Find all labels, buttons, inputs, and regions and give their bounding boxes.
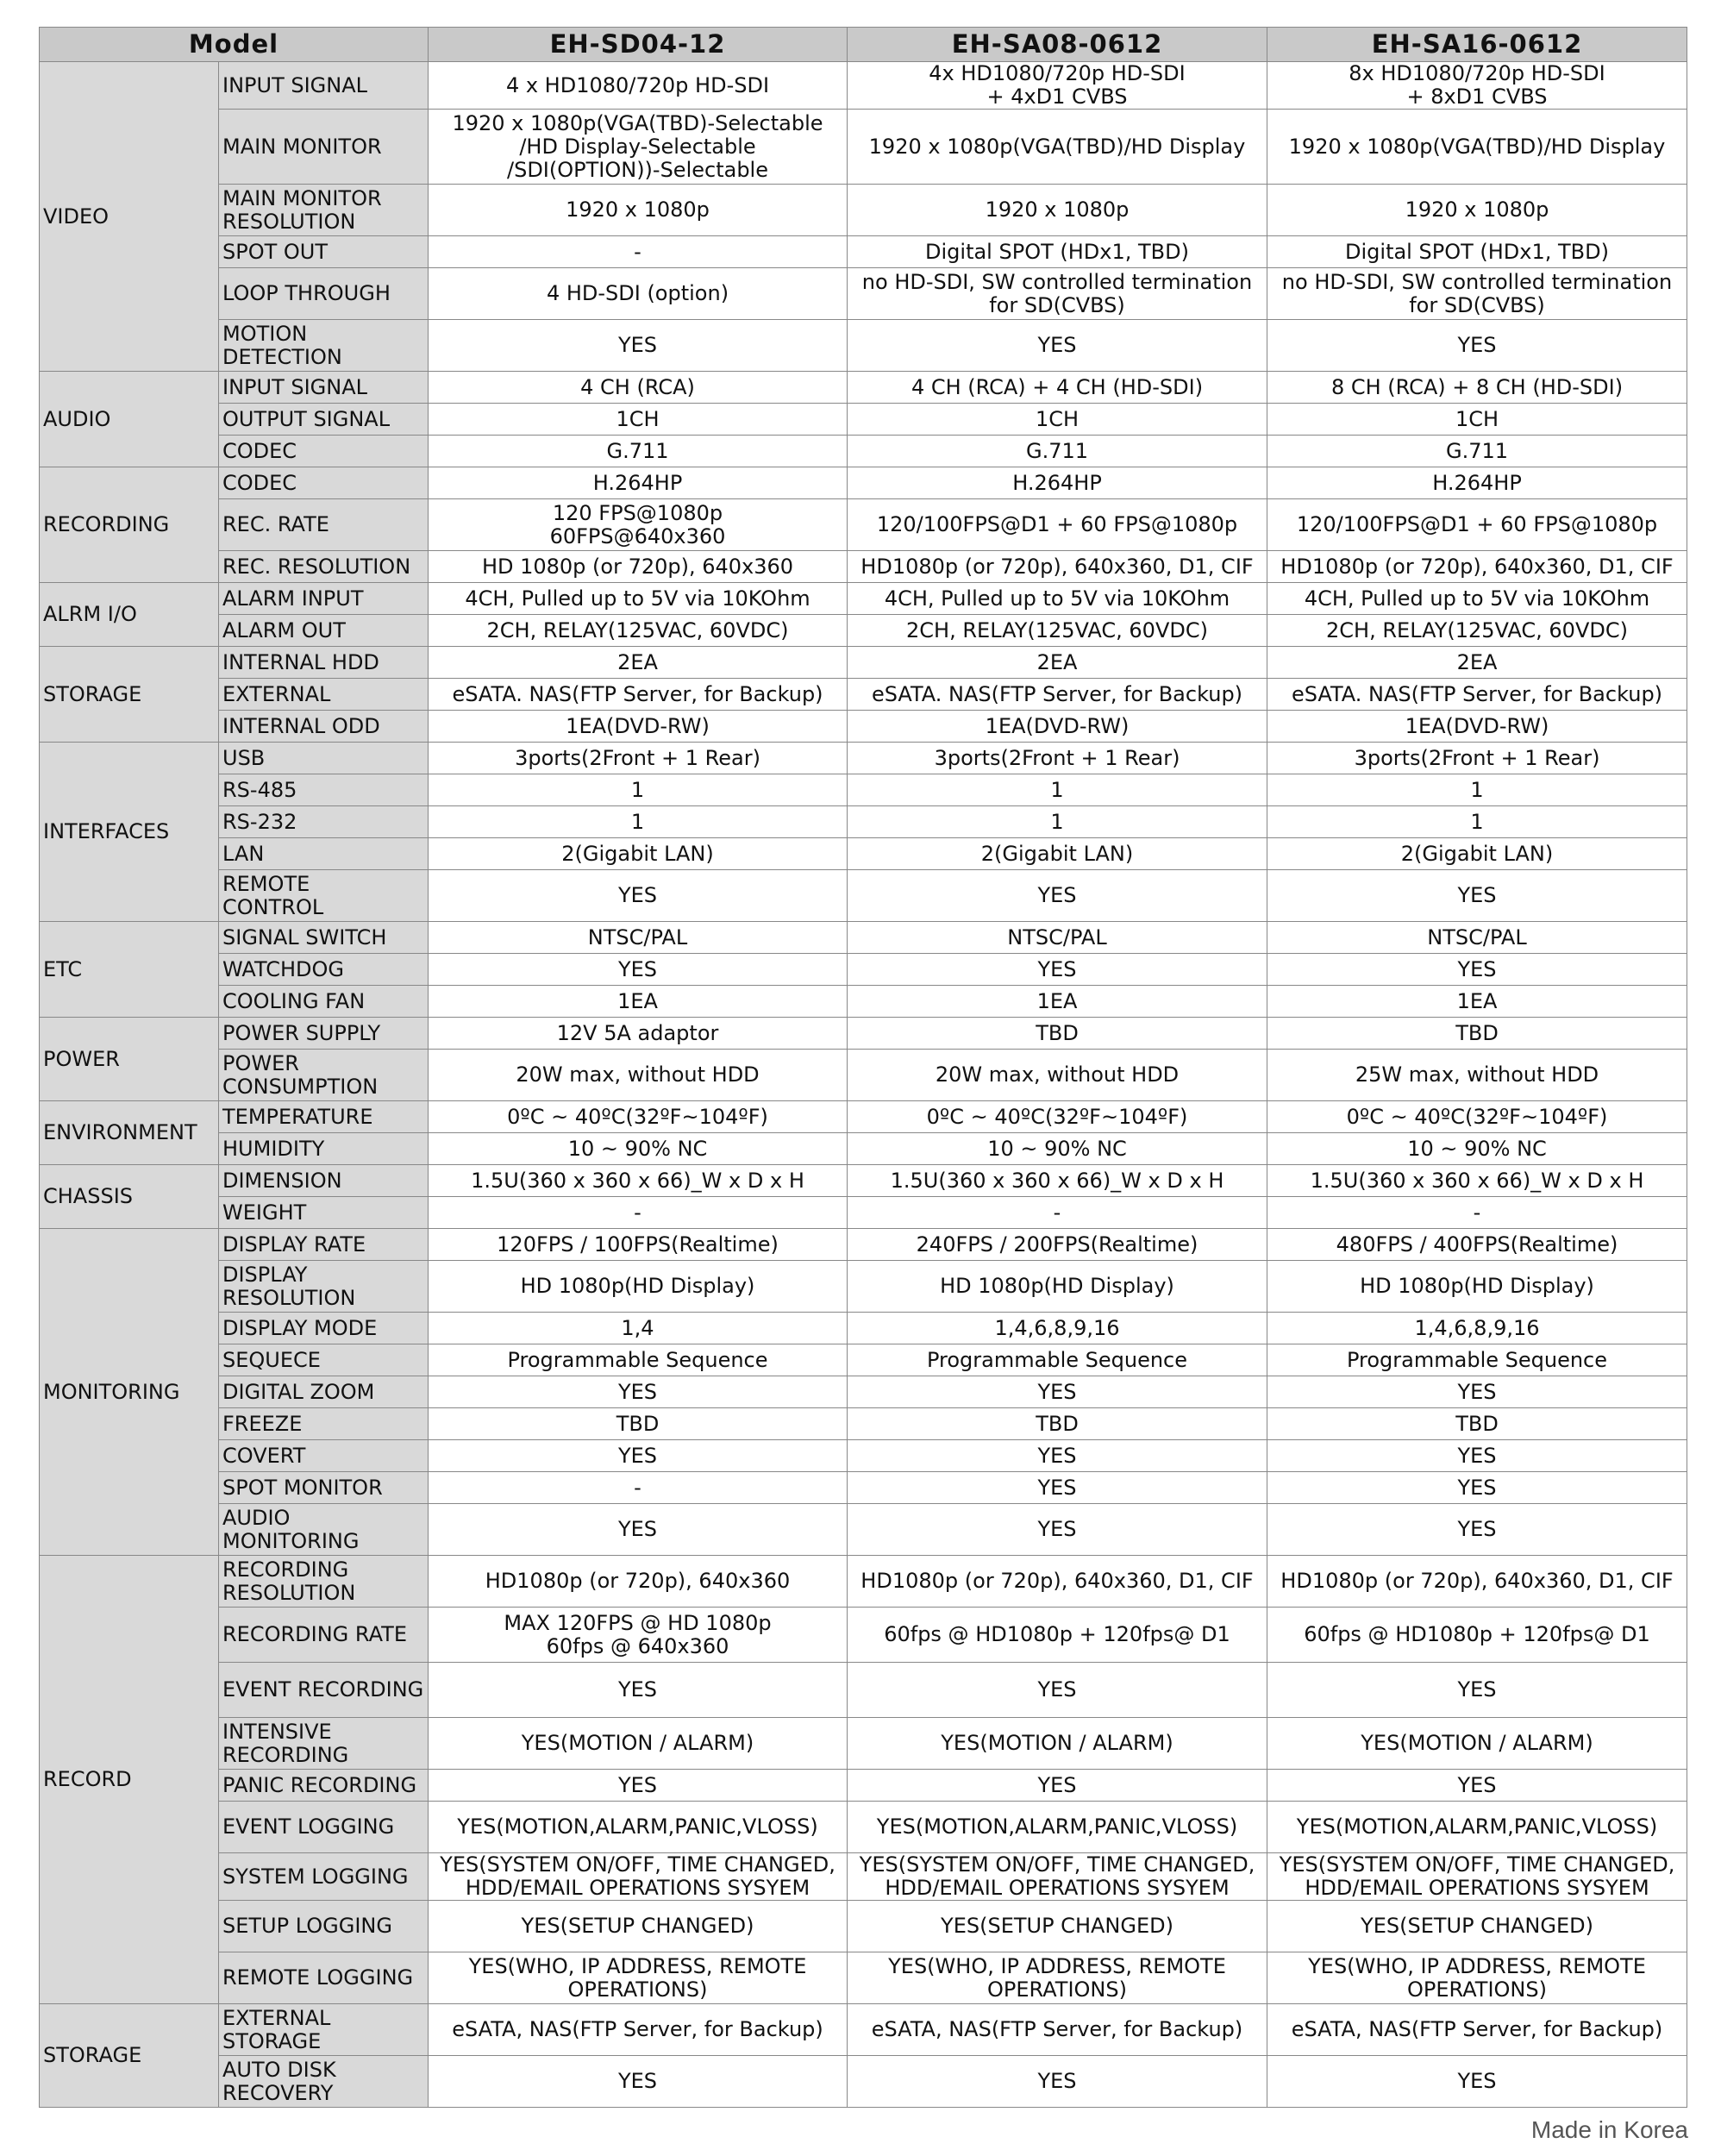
model-column-header: EH-SA08-0612 — [848, 28, 1267, 62]
spec-table — [39, 27, 1687, 2108]
spec-value-cell: 4CH, Pulled up to 5V via 10KOhm — [429, 583, 848, 615]
spec-value-cell: YES(SETUP CHANGED) — [429, 1901, 848, 1952]
category-cell: AUDIO — [40, 372, 219, 467]
table-row — [40, 436, 1687, 467]
table-row — [40, 1556, 1687, 1608]
spec-value-cell: YES — [1267, 1440, 1687, 1472]
header-row — [40, 28, 1687, 62]
spec-value-cell: NTSC/PAL — [1267, 922, 1687, 954]
spec-item-cell: AUTO DISK RECOVERY — [219, 2056, 429, 2108]
table-row — [40, 1952, 1687, 2004]
table-row — [40, 870, 1687, 922]
spec-item-cell: RS-232 — [219, 806, 429, 838]
spec-item-cell: CODEC — [219, 467, 429, 499]
spec-value-cell: YES — [429, 1376, 848, 1408]
spec-value-cell: YES — [1267, 1770, 1687, 1802]
spec-value-cell: - — [429, 236, 848, 268]
table-row — [40, 1133, 1687, 1165]
spec-value-cell: 10 ~ 90% NC — [429, 1133, 848, 1165]
spec-value-cell: YES(MOTION,ALARM,PANIC,VLOSS) — [429, 1802, 848, 1853]
spec-value-cell: 2CH, RELAY(125VAC, 60VDC) — [429, 615, 848, 647]
spec-value-cell: 3ports(2Front + 1 Rear) — [429, 743, 848, 774]
category-cell: MONITORING — [40, 1229, 219, 1556]
spec-value-cell: YES — [848, 954, 1267, 986]
spec-item-cell: LOOP THROUGH — [219, 268, 429, 320]
spec-value-cell: YES — [848, 870, 1267, 922]
spec-value-cell: eSATA. NAS(FTP Server, for Backup) — [1267, 679, 1687, 711]
spec-value-cell: 1EA(DVD-RW) — [1267, 711, 1687, 743]
table-row — [40, 647, 1687, 679]
spec-value-cell: YES(WHO, IP ADDRESS, REMOTE OPERATIONS) — [429, 1952, 848, 2004]
table-row — [40, 372, 1687, 404]
spec-value-cell: HD1080p (or 720p), 640x360 — [429, 1556, 848, 1608]
spec-item-cell: PANIC RECORDING — [219, 1770, 429, 1802]
spec-value-cell: no HD-SDI, SW controlled termination for SD(CVBS) — [1267, 268, 1687, 320]
spec-value-cell: eSATA, NAS(FTP Server, for Backup) — [1267, 2004, 1687, 2056]
table-row — [40, 1504, 1687, 1556]
spec-value-cell: TBD — [848, 1408, 1267, 1440]
category-cell: CHASSIS — [40, 1165, 219, 1229]
table-row — [40, 185, 1687, 236]
spec-item-cell: WATCHDOG — [219, 954, 429, 986]
spec-item-cell: RECORDING RESOLUTION — [219, 1556, 429, 1608]
spec-value-cell: HD 1080p (or 720p), 640x360 — [429, 551, 848, 583]
spec-value-cell: 4 CH (RCA) + 4 CH (HD-SDI) — [848, 372, 1267, 404]
spec-value-cell: H.264HP — [429, 467, 848, 499]
spec-value-cell: Digital SPOT (HDx1, TBD) — [848, 236, 1267, 268]
spec-value-cell: 60fps @ HD1080p + 120fps@ D1 — [848, 1608, 1267, 1663]
table-row — [40, 268, 1687, 320]
spec-value-cell: 1EA(DVD-RW) — [848, 711, 1267, 743]
spec-value-cell: YES(MOTION / ALARM) — [429, 1718, 848, 1770]
spec-value-cell: YES — [429, 2056, 848, 2108]
spec-value-cell: - — [1267, 1197, 1687, 1229]
spec-value-cell: G.711 — [848, 436, 1267, 467]
spec-value-cell: 1EA — [1267, 986, 1687, 1018]
spec-item-cell: SIGNAL SWITCH — [219, 922, 429, 954]
spec-value-cell: YES — [848, 2056, 1267, 2108]
spec-item-cell: ALARM OUT — [219, 615, 429, 647]
spec-item-cell: DISPLAY MODE — [219, 1313, 429, 1344]
table-row — [40, 743, 1687, 774]
spec-value-cell: 25W max, without HDD — [1267, 1050, 1687, 1101]
spec-value-cell: TBD — [1267, 1408, 1687, 1440]
category-cell: ENVIRONMENT — [40, 1101, 219, 1165]
spec-value-cell: 2(Gigabit LAN) — [1267, 838, 1687, 870]
spec-value-cell: 1 — [1267, 774, 1687, 806]
category-cell: RECORDING — [40, 467, 219, 583]
spec-item-cell: REC. RESOLUTION — [219, 551, 429, 583]
spec-value-cell: 4x HD1080/720p HD-SDI + 4xD1 CVBS — [848, 62, 1267, 110]
spec-value-cell: 2(Gigabit LAN) — [848, 838, 1267, 870]
spec-value-cell: 1EA — [848, 986, 1267, 1018]
spec-value-cell: 2CH, RELAY(125VAC, 60VDC) — [1267, 615, 1687, 647]
table-row — [40, 1472, 1687, 1504]
spec-value-cell: YES(SETUP CHANGED) — [848, 1901, 1267, 1952]
spec-item-cell: EXTERNAL — [219, 679, 429, 711]
table-row — [40, 499, 1687, 551]
spec-item-cell: POWER SUPPLY — [219, 1018, 429, 1050]
table-row — [40, 1802, 1687, 1853]
spec-value-cell: 8 CH (RCA) + 8 CH (HD-SDI) — [1267, 372, 1687, 404]
table-row — [40, 679, 1687, 711]
spec-value-cell: MAX 120FPS @ HD 1080p 60fps @ 640x360 — [429, 1608, 848, 1663]
spec-item-cell: SPOT OUT — [219, 236, 429, 268]
spec-value-cell: YES — [429, 1663, 848, 1718]
spec-value-cell: eSATA. NAS(FTP Server, for Backup) — [848, 679, 1267, 711]
spec-value-cell: YES — [1267, 1376, 1687, 1408]
spec-value-cell: 480FPS / 400FPS(Realtime) — [1267, 1229, 1687, 1261]
spec-value-cell: YES — [429, 1440, 848, 1472]
spec-value-cell: 4 HD-SDI (option) — [429, 268, 848, 320]
spec-value-cell: YES — [848, 1663, 1267, 1718]
table-row — [40, 1408, 1687, 1440]
spec-value-cell: 1,4 — [429, 1313, 848, 1344]
spec-value-cell: 1920 x 1080p — [429, 185, 848, 236]
table-row — [40, 467, 1687, 499]
spec-value-cell: 1CH — [848, 404, 1267, 436]
spec-value-cell: HD1080p (or 720p), 640x360, D1, CIF — [1267, 1556, 1687, 1608]
spec-item-cell: MAIN MONITOR RESOLUTION — [219, 185, 429, 236]
spec-value-cell: HD1080p (or 720p), 640x360, D1, CIF — [1267, 551, 1687, 583]
spec-value-cell: 2CH, RELAY(125VAC, 60VDC) — [848, 615, 1267, 647]
model-column-header: EH-SD04-12 — [429, 28, 848, 62]
spec-value-cell: 1920 x 1080p — [848, 185, 1267, 236]
spec-item-cell: WEIGHT — [219, 1197, 429, 1229]
table-row — [40, 1901, 1687, 1952]
spec-value-cell: - — [429, 1197, 848, 1229]
spec-value-cell: YES — [429, 870, 848, 922]
table-row — [40, 838, 1687, 870]
table-row — [40, 1313, 1687, 1344]
spec-value-cell: Programmable Sequence — [429, 1344, 848, 1376]
spec-value-cell: 1EA(DVD-RW) — [429, 711, 848, 743]
table-row — [40, 551, 1687, 583]
spec-value-cell: H.264HP — [1267, 467, 1687, 499]
spec-value-cell: 1CH — [1267, 404, 1687, 436]
spec-item-cell: SEQUECE — [219, 1344, 429, 1376]
spec-value-cell: NTSC/PAL — [848, 922, 1267, 954]
table-row — [40, 806, 1687, 838]
table-row — [40, 1197, 1687, 1229]
table-row — [40, 986, 1687, 1018]
spec-value-cell: YES(MOTION,ALARM,PANIC,VLOSS) — [1267, 1802, 1687, 1853]
spec-value-cell: 120 FPS@1080p 60FPS@640x360 — [429, 499, 848, 551]
table-row — [40, 1440, 1687, 1472]
table-row — [40, 1165, 1687, 1197]
spec-value-cell: YES(MOTION / ALARM) — [1267, 1718, 1687, 1770]
spec-value-cell: 120/100FPS@D1 + 60 FPS@1080p — [1267, 499, 1687, 551]
spec-value-cell: YES — [848, 1504, 1267, 1556]
spec-value-cell: H.264HP — [848, 467, 1267, 499]
spec-item-cell: RS-485 — [219, 774, 429, 806]
spec-value-cell: 1.5U(360 x 360 x 66)_W x D x H — [1267, 1165, 1687, 1197]
spec-item-cell: DISPLAY RESOLUTION — [219, 1261, 429, 1313]
table-row — [40, 1018, 1687, 1050]
spec-value-cell: HD 1080p(HD Display) — [848, 1261, 1267, 1313]
spec-value-cell: YES(SYSTEM ON/OFF, TIME CHANGED, HDD/EMAIL OPERATIONS SYSYEM — [848, 1853, 1267, 1901]
spec-value-cell: YES — [429, 954, 848, 986]
table-row — [40, 110, 1687, 185]
spec-value-cell: YES — [429, 320, 848, 372]
spec-value-cell: YES(SETUP CHANGED) — [1267, 1901, 1687, 1952]
spec-value-cell: YES — [848, 1770, 1267, 1802]
spec-value-cell: YES — [1267, 1504, 1687, 1556]
spec-value-cell: YES(WHO, IP ADDRESS, REMOTE OPERATIONS) — [1267, 1952, 1687, 2004]
spec-value-cell: 2EA — [429, 647, 848, 679]
spec-item-cell: EVENT LOGGING — [219, 1802, 429, 1853]
spec-value-cell: 1920 x 1080p(VGA(TBD)/HD Display — [848, 110, 1267, 185]
spec-value-cell: 1,4,6,8,9,16 — [848, 1313, 1267, 1344]
spec-item-cell: COVERT — [219, 1440, 429, 1472]
table-row — [40, 1261, 1687, 1313]
spec-value-cell: G.711 — [429, 436, 848, 467]
spec-value-cell: HD1080p (or 720p), 640x360, D1, CIF — [848, 551, 1267, 583]
spec-value-cell: 10 ~ 90% NC — [848, 1133, 1267, 1165]
table-row — [40, 1608, 1687, 1663]
spec-item-cell: ALARM INPUT — [219, 583, 429, 615]
table-row — [40, 1718, 1687, 1770]
spec-item-cell: DISPLAY RATE — [219, 1229, 429, 1261]
made-in-label: Made in Korea — [1530, 2116, 1688, 2143]
spec-item-cell: SETUP LOGGING — [219, 1901, 429, 1952]
spec-value-cell: eSATA, NAS(FTP Server, for Backup) — [848, 2004, 1267, 2056]
spec-value-cell: 60fps @ HD1080p + 120fps@ D1 — [1267, 1608, 1687, 1663]
table-row — [40, 1853, 1687, 1901]
spec-value-cell: 20W max, without HDD — [848, 1050, 1267, 1101]
table-row — [40, 1344, 1687, 1376]
spec-item-cell: REC. RATE — [219, 499, 429, 551]
spec-value-cell: YES — [1267, 870, 1687, 922]
spec-value-cell: 1EA — [429, 986, 848, 1018]
table-row — [40, 774, 1687, 806]
spec-value-cell: 1 — [848, 806, 1267, 838]
table-row — [40, 62, 1687, 110]
spec-value-cell: 3ports(2Front + 1 Rear) — [1267, 743, 1687, 774]
spec-item-cell: INPUT SIGNAL — [219, 62, 429, 110]
spec-value-cell: 120FPS / 100FPS(Realtime) — [429, 1229, 848, 1261]
spec-value-cell: 1,4,6,8,9,16 — [1267, 1313, 1687, 1344]
spec-value-cell: HD1080p (or 720p), 640x360, D1, CIF — [848, 1556, 1267, 1608]
spec-value-cell: YES(SYSTEM ON/OFF, TIME CHANGED, HDD/EMAIL OPERATIONS SYSYEM — [1267, 1853, 1687, 1901]
spec-value-cell: 2EA — [1267, 647, 1687, 679]
spec-value-cell: YES(WHO, IP ADDRESS, REMOTE OPERATIONS) — [848, 1952, 1267, 2004]
spec-value-cell: 1 — [429, 806, 848, 838]
category-cell: POWER — [40, 1018, 219, 1101]
table-row — [40, 1663, 1687, 1718]
spec-value-cell: 8x HD1080/720p HD-SDI + 8xD1 CVBS — [1267, 62, 1687, 110]
spec-value-cell: NTSC/PAL — [429, 922, 848, 954]
spec-value-cell: eSATA. NAS(FTP Server, for Backup) — [429, 679, 848, 711]
table-row — [40, 2004, 1687, 2056]
spec-value-cell: YES — [1267, 954, 1687, 986]
category-cell: INTERFACES — [40, 743, 219, 922]
spec-value-cell: YES — [1267, 1663, 1687, 1718]
spec-value-cell: 4CH, Pulled up to 5V via 10KOhm — [848, 583, 1267, 615]
spec-value-cell: 1 — [848, 774, 1267, 806]
spec-value-cell: TBD — [848, 1018, 1267, 1050]
spec-value-cell: 1.5U(360 x 360 x 66)_W x D x H — [429, 1165, 848, 1197]
spec-value-cell: 1 — [1267, 806, 1687, 838]
spec-value-cell: TBD — [429, 1408, 848, 1440]
spec-item-cell: USB — [219, 743, 429, 774]
spec-value-cell: 1 — [429, 774, 848, 806]
spec-value-cell: YES — [429, 1504, 848, 1556]
spec-value-cell: 0ºC ~ 40ºC(32ºF~104ºF) — [429, 1101, 848, 1133]
table-row — [40, 1229, 1687, 1261]
spec-body — [40, 62, 1687, 2108]
spec-value-cell: YES — [429, 1770, 848, 1802]
spec-item-cell: MAIN MONITOR — [219, 110, 429, 185]
spec-item-cell: LAN — [219, 838, 429, 870]
spec-item-cell: HUMIDITY — [219, 1133, 429, 1165]
spec-value-cell: 2(Gigabit LAN) — [429, 838, 848, 870]
spec-value-cell: YES — [1267, 320, 1687, 372]
spec-value-cell: 0ºC ~ 40ºC(32ºF~104ºF) — [1267, 1101, 1687, 1133]
model-header: Model — [40, 28, 429, 62]
spec-value-cell: YES(MOTION / ALARM) — [848, 1718, 1267, 1770]
spec-value-cell: HD 1080p(HD Display) — [1267, 1261, 1687, 1313]
category-cell: STORAGE — [40, 2004, 219, 2108]
model-column-header: EH-SA16-0612 — [1267, 28, 1687, 62]
spec-item-cell: DIMENSION — [219, 1165, 429, 1197]
spec-item-cell: INPUT SIGNAL — [219, 372, 429, 404]
spec-value-cell: Programmable Sequence — [848, 1344, 1267, 1376]
spec-item-cell: SYSTEM LOGGING — [219, 1853, 429, 1901]
spec-value-cell: YES — [848, 320, 1267, 372]
category-cell: VIDEO — [40, 62, 219, 372]
category-cell: STORAGE — [40, 647, 219, 743]
spec-value-cell: 1.5U(360 x 360 x 66)_W x D x H — [848, 1165, 1267, 1197]
spec-value-cell: 2EA — [848, 647, 1267, 679]
table-row — [40, 615, 1687, 647]
table-row — [40, 1770, 1687, 1802]
spec-value-cell: YES — [848, 1376, 1267, 1408]
table-row — [40, 922, 1687, 954]
spec-value-cell: YES(SYSTEM ON/OFF, TIME CHANGED, HDD/EMAIL OPERATIONS SYSYEM — [429, 1853, 848, 1901]
table-row — [40, 236, 1687, 268]
spec-value-cell: 1920 x 1080p(VGA(TBD)-Selectable /HD Display-Selectable /SDI(OPTION))-Selectable — [429, 110, 848, 185]
spec-value-cell: YES(MOTION,ALARM,PANIC,VLOSS) — [848, 1802, 1267, 1853]
spec-value-cell: 1CH — [429, 404, 848, 436]
spec-item-cell: AUDIO MONITORING — [219, 1504, 429, 1556]
spec-item-cell: REMOTE LOGGING — [219, 1952, 429, 2004]
spec-value-cell: 240FPS / 200FPS(Realtime) — [848, 1229, 1267, 1261]
spec-item-cell: REMOTE CONTROL — [219, 870, 429, 922]
spec-value-cell: Programmable Sequence — [1267, 1344, 1687, 1376]
spec-value-cell: 120/100FPS@D1 + 60 FPS@1080p — [848, 499, 1267, 551]
spec-value-cell: TBD — [1267, 1018, 1687, 1050]
spec-value-cell: eSATA, NAS(FTP Server, for Backup) — [429, 2004, 848, 2056]
spec-value-cell: 20W max, without HDD — [429, 1050, 848, 1101]
spec-item-cell: INTENSIVE RECORDING — [219, 1718, 429, 1770]
spec-item-cell: SPOT MONITOR — [219, 1472, 429, 1504]
table-row — [40, 954, 1687, 986]
spec-value-cell: YES — [848, 1472, 1267, 1504]
spec-item-cell: EVENT RECORDING — [219, 1663, 429, 1718]
spec-value-cell: YES — [848, 1440, 1267, 1472]
spec-item-cell: OUTPUT SIGNAL — [219, 404, 429, 436]
spec-item-cell: INTERNAL ODD — [219, 711, 429, 743]
spec-item-cell: MOTION DETECTION — [219, 320, 429, 372]
spec-value-cell: 4CH, Pulled up to 5V via 10KOhm — [1267, 583, 1687, 615]
table-row — [40, 404, 1687, 436]
table-row — [40, 1050, 1687, 1101]
spec-value-cell: 1920 x 1080p(VGA(TBD)/HD Display — [1267, 110, 1687, 185]
spec-value-cell: no HD-SDI, SW controlled termination for SD(CVBS) — [848, 268, 1267, 320]
spec-item-cell: EXTERNAL STORAGE — [219, 2004, 429, 2056]
spec-item-cell: DIGITAL ZOOM — [219, 1376, 429, 1408]
spec-item-cell: TEMPERATURE — [219, 1101, 429, 1133]
spec-item-cell: RECORDING RATE — [219, 1608, 429, 1663]
spec-value-cell: 4 CH (RCA) — [429, 372, 848, 404]
spec-value-cell: 4 x HD1080/720p HD-SDI — [429, 62, 848, 110]
table-row — [40, 320, 1687, 372]
spec-item-cell: INTERNAL HDD — [219, 647, 429, 679]
spec-value-cell: 12V 5A adaptor — [429, 1018, 848, 1050]
table-row — [40, 583, 1687, 615]
spec-item-cell: CODEC — [219, 436, 429, 467]
spec-item-cell: POWER CONSUMPTION — [219, 1050, 429, 1101]
spec-value-cell: 3ports(2Front + 1 Rear) — [848, 743, 1267, 774]
category-cell: ALRM I/O — [40, 583, 219, 647]
spec-item-cell: FREEZE — [219, 1408, 429, 1440]
category-cell: ETC — [40, 922, 219, 1018]
spec-value-cell: 1920 x 1080p — [1267, 185, 1687, 236]
spec-value-cell: G.711 — [1267, 436, 1687, 467]
spec-value-cell: YES — [1267, 1472, 1687, 1504]
spec-value-cell: 10 ~ 90% NC — [1267, 1133, 1687, 1165]
spec-value-cell: Digital SPOT (HDx1, TBD) — [1267, 236, 1687, 268]
spec-value-cell: YES — [1267, 2056, 1687, 2108]
spec-item-cell: COOLING FAN — [219, 986, 429, 1018]
spec-value-cell: - — [848, 1197, 1267, 1229]
spec-value-cell: 0ºC ~ 40ºC(32ºF~104ºF) — [848, 1101, 1267, 1133]
spec-value-cell: - — [429, 1472, 848, 1504]
table-row — [40, 1101, 1687, 1133]
category-cell: RECORD — [40, 1556, 219, 2004]
spec-value-cell: HD 1080p(HD Display) — [429, 1261, 848, 1313]
table-row — [40, 711, 1687, 743]
table-row — [40, 1376, 1687, 1408]
table-row — [40, 2056, 1687, 2108]
